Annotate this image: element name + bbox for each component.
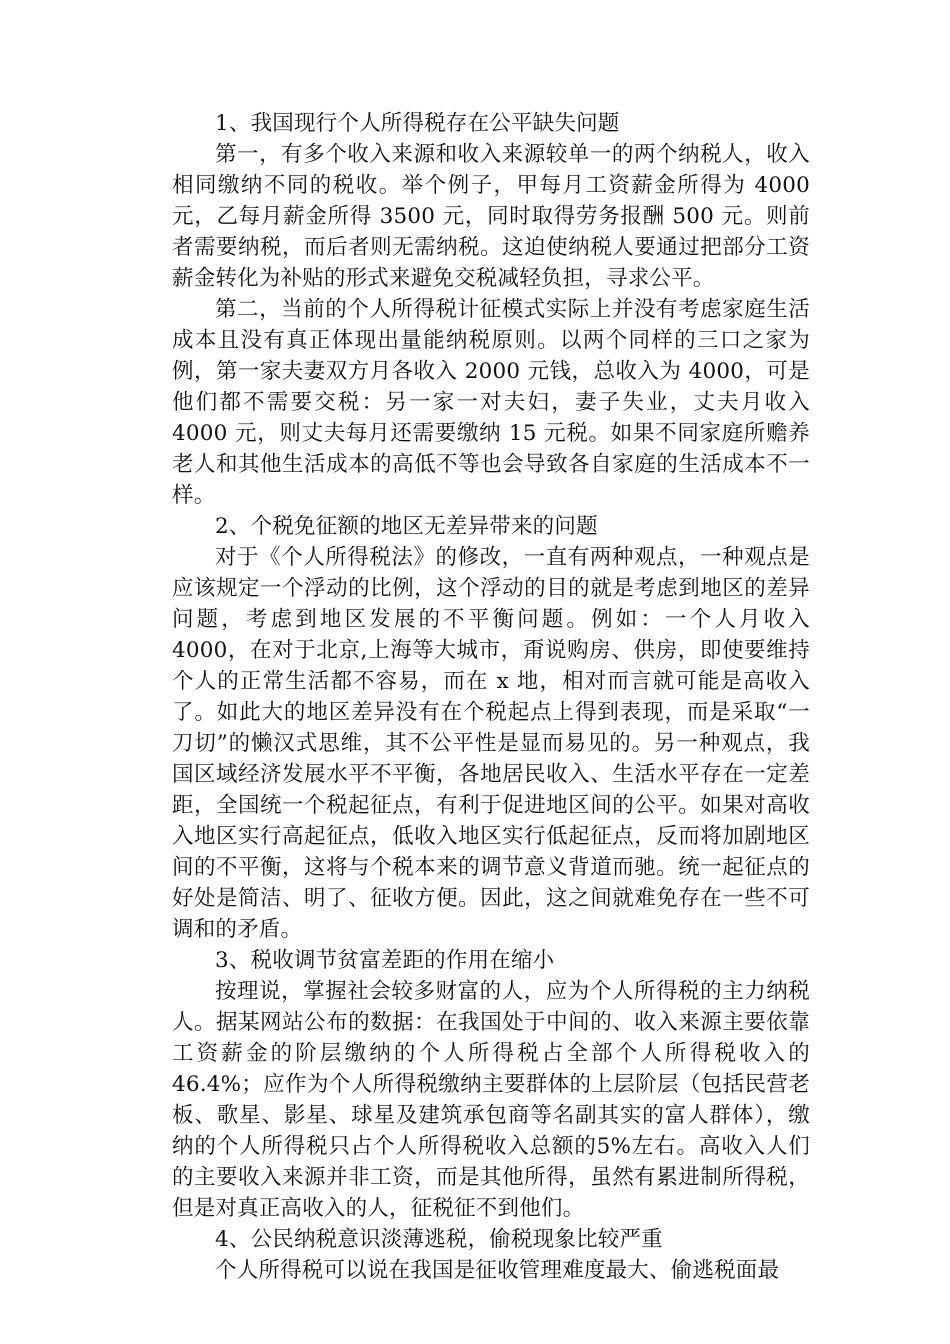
- document-page: [172, 108, 810, 1286]
- section-1-paragraph-1: 第一，有多个收入来源和收入来源较单一的两个纳税人，收入相同缴纳不同的税收。举个例子，甲每月工资薪金所得为 4000 元，乙每月薪金所得 3500 元，同时取得劳务报酬 500 元。则前者需要纳税，而后者则无需纳税。这迫使纳税人要通过把部分工资薪金转化为补贴的形式来避免交税减轻负担，寻求公平。: [172, 142, 810, 291]
- section-1-heading: 1、我国现行个人所得税存在公平缺失问题: [215, 111, 620, 136]
- section-3-paragraph-1: 按理说，掌握社会较多财富的人，应为个人所得税的主力纳税人。据某网站公布的数据：在我国处于中间的、收入来源主要依靠工资薪金的阶层缴纳的个人所得税占全部个人所得税收入的46.4%；应作为个人所得税缴纳主要群体的上层阶层（包括民营老板、歌星、影星、球星及建筑承包商等名副其实的富人群体），缴纳的个人所得税只占个人所得税收入总额的5%左右。高收入人们的主要收入来源并非工资，而是其他所得，虽然有累进制所得税，但是对真正高收入的人，征税征不到他们。: [172, 979, 810, 1221]
- section-2-paragraph-1: 对于《个人所得税法》的修改，一直有两种观点，一种观点是应该规定一个浮动的比例，这个浮动的目的就是考虑到地区的差异问题，考虑到地区发展的不平衡问题。例如：一个人月收入4000，在对于北京,上海等大城市，甭说购房、供房，即使要维持个人的正常生活都不容易，而在 x 地，相对而言就可能是高收入了。如此大的地区差异没有在个税起点上得到表现，而是采取“一刀切”的懒汉式思维，其不公平性是显而易见的。另一种观点，我国区域经济发展水平不平衡，各地居民收入、生活水平存在一定差距，全国统一个税起征点，有利于促进地区间的公平。如果对高收入地区实行高起征点，低收入地区实行低起征点，反而将加剧地区间的不平衡，这将与个税本来的调节意义背道而驰。统一起征点的好处是简洁、明了、征收方便。因此，这之间就难免存在一些不可调和的矛盾。: [172, 545, 810, 942]
- section-4-heading: 4、公民纳税意识淡薄逃税，偷税现象比较严重: [215, 1227, 663, 1252]
- section-3-heading: 3、税收调节贫富差距的作用在缩小: [215, 948, 555, 973]
- section-1-paragraph-2: 第二，当前的个人所得税计征模式实际上并没有考虑家庭生活成本且没有真正体现出量能纳税原则。以两个同样的三口之家为例，第一家夫妻双方月各收入 2000 元钱，总收入为 4000，可是他们都不需要交税：另一家一对夫妇，妻子失业，丈夫月收入 4000 元，则丈夫每月还需要缴纳 15 元税。如果不同家庭所赡养老人和其他生活成本的高低不等也会导致各自家庭的生活成本不一样。: [172, 297, 810, 508]
- section-4-paragraph-1: 个人所得税可以说在我国是征收管理难度最大、偷逃税面最: [215, 1258, 780, 1283]
- section-2-heading: 2、个税免征额的地区无差异带来的问题: [215, 514, 598, 539]
